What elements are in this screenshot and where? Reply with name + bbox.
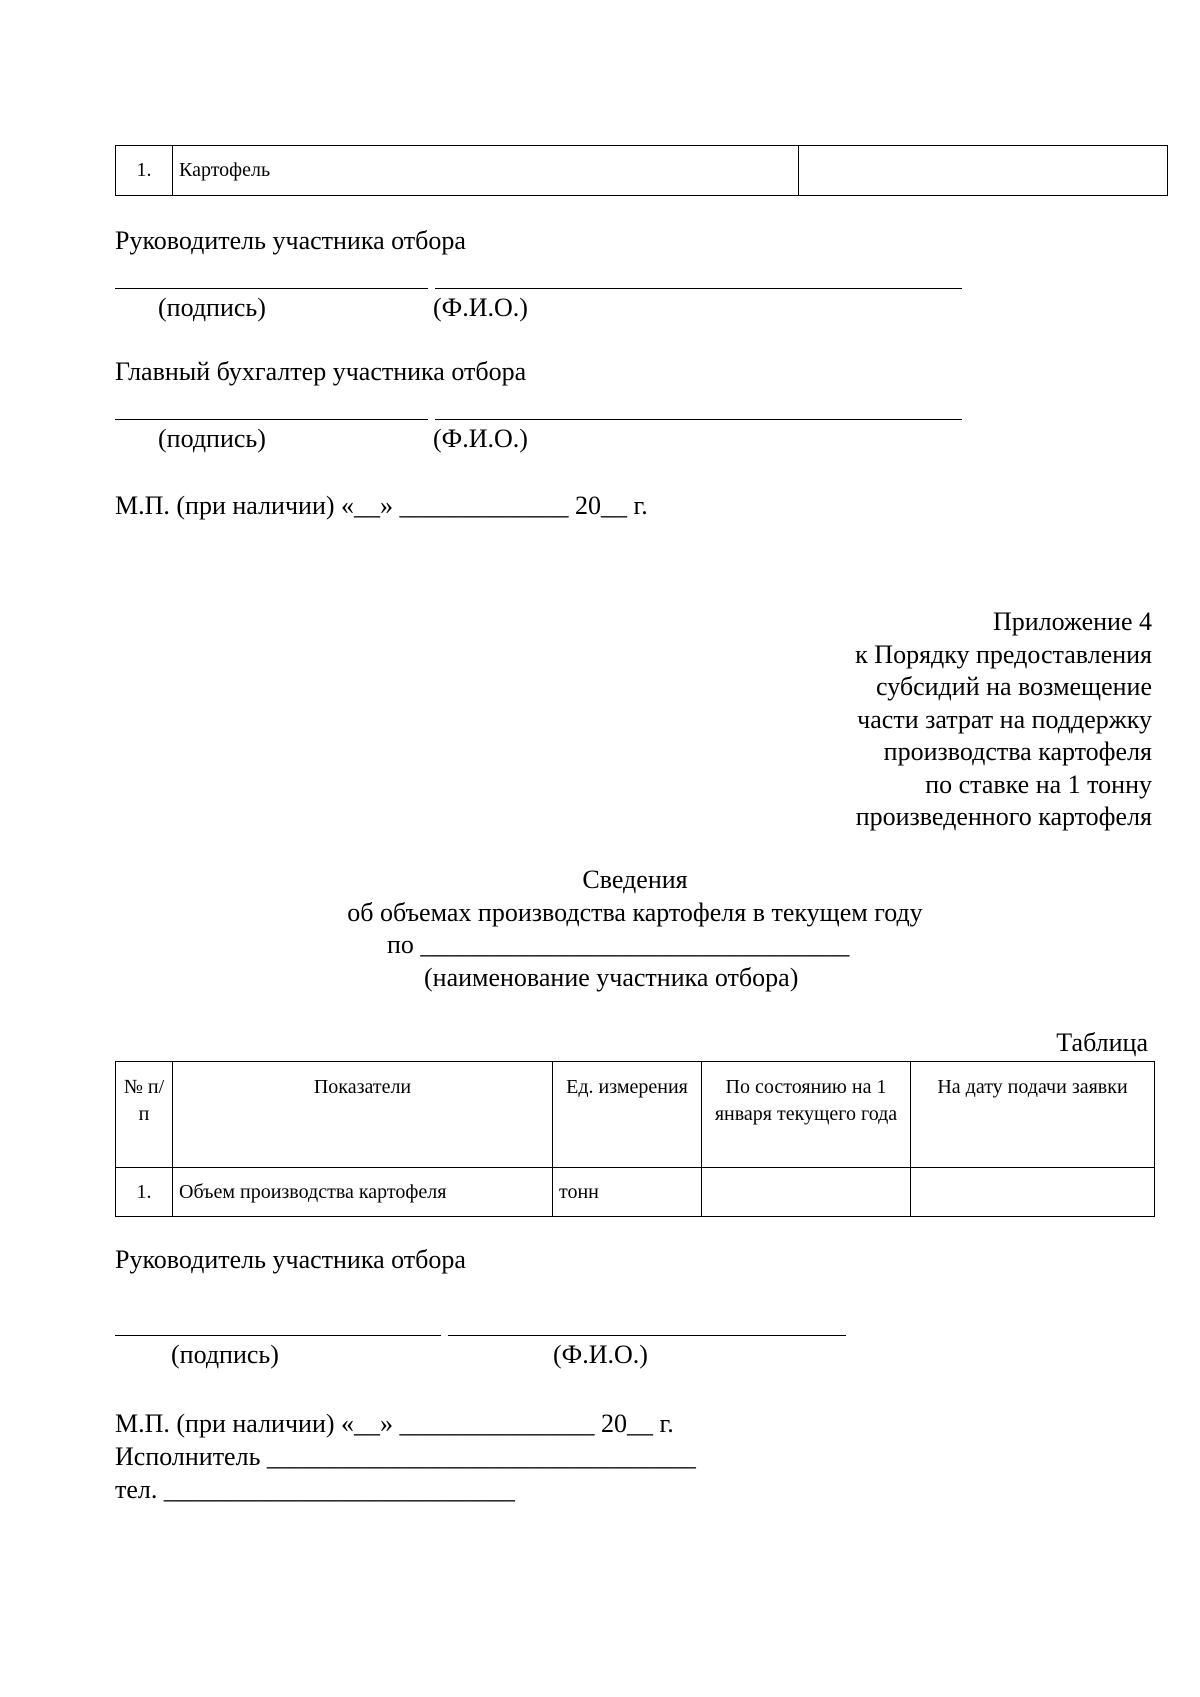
appendix-line: Приложение 4 [992,607,1152,636]
stamp-date-line: М.П. (при наличии) «__» _______________ 20__ г. [115,1409,674,1438]
row-number: 1. [116,1168,173,1217]
appendix-line: по ставке на 1 тонну [925,769,1152,799]
accountant-title: Главный бухгалтер участника отбора [115,357,527,386]
column-header-number: № п/п [116,1062,173,1168]
appendix-line: к Порядку предоставления [855,639,1152,669]
fio-caption: (Ф.И.О.) [433,293,528,322]
head-title: Руководитель участника отбора [115,226,466,255]
table-row [116,1168,1155,1217]
fio-line [435,419,962,420]
appendix-line: части затрат на поддержку [857,704,1152,734]
head-title: Руководитель участника отбора [115,1245,466,1274]
column-header-unit: Ед. измерения [553,1062,702,1168]
stamp-date-line: М.П. (при наличии) «__» _____________ 20__ г. [115,491,648,520]
executor-line: Исполнитель _________________________________ [115,1442,696,1471]
column-header-jan1: По состоянию на 1 января текущего года [702,1062,911,1168]
signature-caption: (подпись) [158,293,266,322]
fio-line [448,1335,846,1336]
indicator-name: Объем производства картофеля [173,1168,553,1217]
table-caption: Таблица [1056,1028,1148,1057]
unit-value: тонн [553,1168,702,1217]
signature-line [115,1335,441,1336]
appendix-header [700,606,1152,834]
fio-caption: (Ф.И.О.) [433,424,528,453]
signature-caption: (подпись) [158,424,266,453]
application-date-value [911,1168,1155,1217]
row-number: 1. [116,146,173,196]
column-header-application-date: На дату подачи заявки [911,1062,1155,1168]
document-subtitle: об объемах производства картофеля в текущем году [347,898,923,927]
fio-caption: (Ф.И.О.) [553,1340,648,1369]
participant-caption: (наименование участника отбора) [424,963,799,992]
product-value [799,146,1168,196]
signature-line [115,419,428,420]
table-row [116,146,1168,196]
production-table [115,1061,1155,1217]
phone-line: тел. ___________________________ [115,1475,515,1504]
appendix-line: производства картофеля [883,737,1152,766]
column-header-indicators: Показатели [173,1062,553,1168]
jan1-value [702,1168,911,1217]
fio-line [435,288,962,289]
document-title: Сведения [582,865,688,894]
table-header-row [116,1062,1155,1168]
top-table [115,145,1168,196]
participant-line: по _________________________________ [387,930,850,959]
product-name: Картофель [173,146,799,196]
signature-caption: (подпись) [171,1340,279,1369]
signature-line [115,288,428,289]
appendix-line: произведенного картофеля [855,802,1152,831]
appendix-line: субсидий на возмещение [876,672,1152,701]
